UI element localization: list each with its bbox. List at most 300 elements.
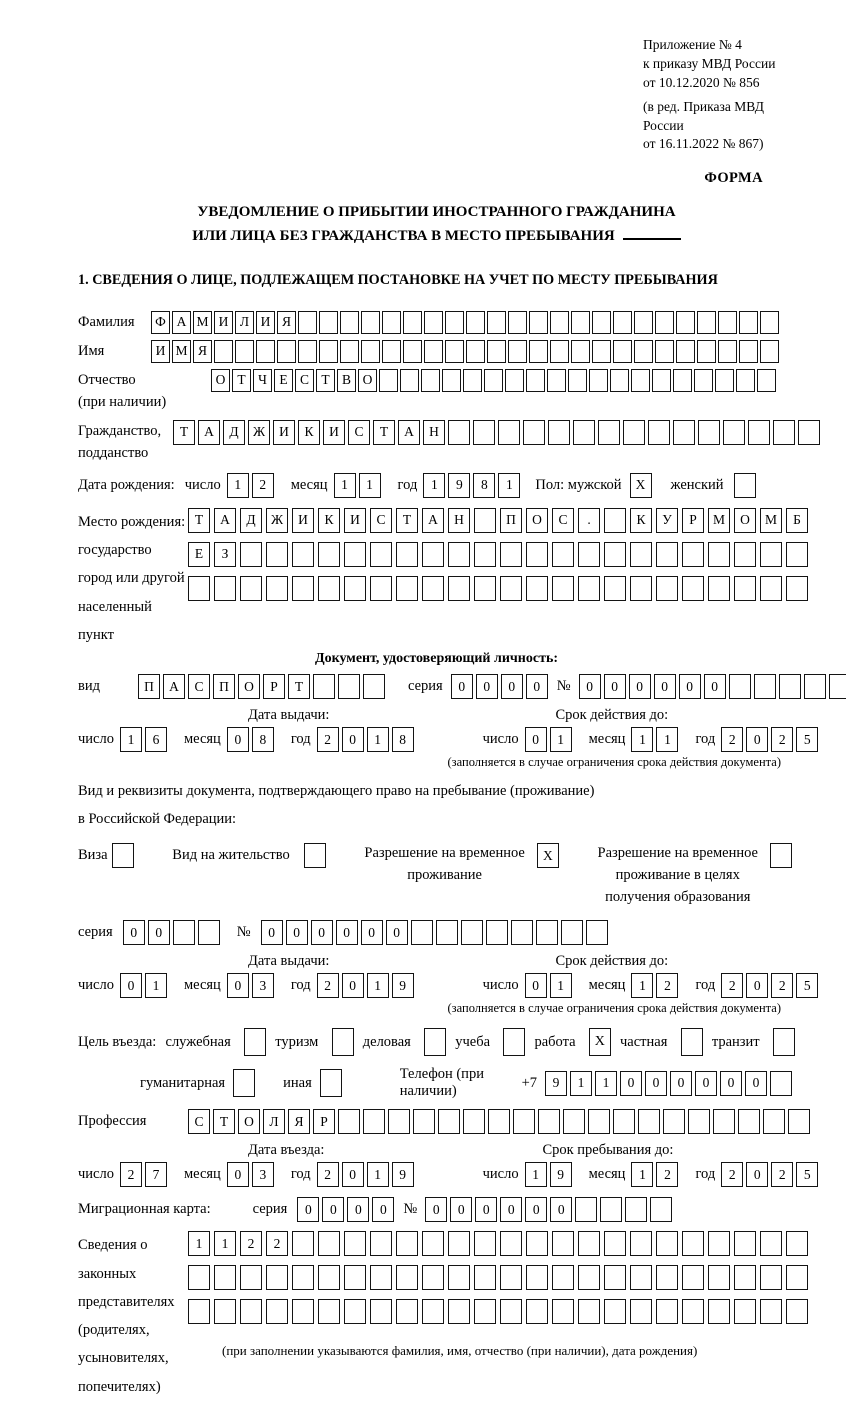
char-cell[interactable]: 5: [796, 1162, 818, 1187]
char-cell[interactable]: [256, 340, 275, 363]
char-cell[interactable]: [188, 1299, 210, 1324]
char-cell[interactable]: [370, 576, 392, 601]
char-cell[interactable]: [656, 1231, 678, 1256]
char-cell[interactable]: [650, 1197, 672, 1222]
char-cell[interactable]: 2: [252, 473, 274, 498]
char-cell[interactable]: [592, 311, 611, 334]
char-cell[interactable]: Р: [313, 1109, 335, 1134]
char-cell[interactable]: [682, 542, 704, 567]
char-cell[interactable]: [655, 311, 674, 334]
char-cell[interactable]: [214, 1265, 236, 1290]
char-cell[interactable]: [500, 1299, 522, 1324]
char-cell[interactable]: Б: [786, 508, 808, 533]
char-cell[interactable]: 0: [620, 1071, 642, 1096]
char-cell[interactable]: [526, 576, 548, 601]
char-cell[interactable]: [340, 311, 359, 334]
char-cell[interactable]: 9: [392, 973, 414, 998]
char-cell[interactable]: 0: [286, 920, 308, 945]
char-cell[interactable]: 0: [670, 1071, 692, 1096]
char-cell[interactable]: 0: [501, 674, 523, 699]
char-cell[interactable]: 1: [120, 727, 142, 752]
char-cell[interactable]: 0: [525, 1197, 547, 1222]
char-cell[interactable]: [363, 1109, 385, 1134]
char-cell[interactable]: 0: [227, 1162, 249, 1187]
char-cell[interactable]: 0: [476, 674, 498, 699]
char-cell[interactable]: [240, 1265, 262, 1290]
char-cell[interactable]: [734, 576, 756, 601]
char-cell[interactable]: 0: [342, 1162, 364, 1187]
char-cell[interactable]: 2: [721, 727, 743, 752]
char-cell[interactable]: [631, 369, 650, 392]
char-cell[interactable]: [526, 542, 548, 567]
purpose-option-checkbox[interactable]: [424, 1028, 446, 1056]
char-cell[interactable]: [500, 542, 522, 567]
char-cell[interactable]: 1: [367, 1162, 389, 1187]
char-cell[interactable]: [235, 340, 254, 363]
char-cell[interactable]: [292, 1299, 314, 1324]
char-cell[interactable]: [552, 542, 574, 567]
char-cell[interactable]: 1: [631, 727, 653, 752]
char-cell[interactable]: Т: [188, 508, 210, 533]
char-cell[interactable]: 0: [525, 973, 547, 998]
char-cell[interactable]: [277, 340, 296, 363]
char-cell[interactable]: [463, 369, 482, 392]
char-cell[interactable]: П: [500, 508, 522, 533]
char-cell[interactable]: [598, 420, 620, 445]
char-cell[interactable]: [240, 1299, 262, 1324]
char-cell[interactable]: [786, 1265, 808, 1290]
char-cell[interactable]: [708, 542, 730, 567]
char-cell[interactable]: [550, 340, 569, 363]
char-cell[interactable]: [552, 576, 574, 601]
char-cell[interactable]: [318, 576, 340, 601]
char-cell[interactable]: [474, 1299, 496, 1324]
char-cell[interactable]: 0: [425, 1197, 447, 1222]
char-cell[interactable]: М: [172, 340, 191, 363]
char-cell[interactable]: [638, 1109, 660, 1134]
char-cell[interactable]: [500, 1265, 522, 1290]
char-cell[interactable]: А: [214, 508, 236, 533]
char-cell[interactable]: [112, 843, 134, 868]
char-cell[interactable]: [656, 1299, 678, 1324]
char-cell[interactable]: [634, 340, 653, 363]
char-cell[interactable]: [363, 674, 385, 699]
char-cell[interactable]: 0: [336, 920, 358, 945]
char-cell[interactable]: Е: [188, 542, 210, 567]
char-cell[interactable]: [318, 542, 340, 567]
char-cell[interactable]: К: [298, 420, 320, 445]
char-cell[interactable]: [448, 1231, 470, 1256]
char-cell[interactable]: [487, 311, 506, 334]
char-cell[interactable]: [318, 1299, 340, 1324]
purpose-option-checkbox[interactable]: [332, 1028, 354, 1056]
char-cell[interactable]: [403, 340, 422, 363]
char-cell[interactable]: [523, 420, 545, 445]
char-cell[interactable]: [604, 542, 626, 567]
char-cell[interactable]: [526, 1265, 548, 1290]
char-cell[interactable]: 1: [631, 973, 653, 998]
char-cell[interactable]: И: [323, 420, 345, 445]
char-cell[interactable]: [448, 1265, 470, 1290]
char-cell[interactable]: З: [214, 542, 236, 567]
char-cell[interactable]: [266, 1265, 288, 1290]
char-cell[interactable]: 1: [498, 473, 520, 498]
char-cell[interactable]: [713, 1109, 735, 1134]
purpose-option-checkbox[interactable]: [773, 1028, 795, 1056]
char-cell[interactable]: [655, 340, 674, 363]
char-cell[interactable]: И: [344, 508, 366, 533]
char-cell[interactable]: [403, 311, 422, 334]
char-cell[interactable]: 0: [526, 674, 548, 699]
char-cell[interactable]: Я: [193, 340, 212, 363]
char-cell[interactable]: [370, 1265, 392, 1290]
char-cell[interactable]: 0: [347, 1197, 369, 1222]
char-cell[interactable]: [370, 1299, 392, 1324]
char-cell[interactable]: Т: [232, 369, 251, 392]
char-cell[interactable]: [604, 1265, 626, 1290]
char-cell[interactable]: [786, 1299, 808, 1324]
char-cell[interactable]: [708, 1265, 730, 1290]
char-cell[interactable]: [688, 1109, 710, 1134]
char-cell[interactable]: [266, 576, 288, 601]
char-cell[interactable]: [396, 1231, 418, 1256]
char-cell[interactable]: [424, 311, 443, 334]
char-cell[interactable]: [760, 311, 779, 334]
char-cell[interactable]: [630, 1231, 652, 1256]
char-cell[interactable]: [508, 311, 527, 334]
char-cell[interactable]: 1: [570, 1071, 592, 1096]
char-cell[interactable]: 8: [473, 473, 495, 498]
char-cell[interactable]: 2: [317, 1162, 339, 1187]
char-cell[interactable]: [526, 1231, 548, 1256]
char-cell[interactable]: [604, 1299, 626, 1324]
char-cell[interactable]: [526, 1299, 548, 1324]
char-cell[interactable]: К: [318, 508, 340, 533]
char-cell[interactable]: Л: [235, 311, 254, 334]
purpose-option-checkbox[interactable]: [320, 1069, 342, 1097]
char-cell[interactable]: [623, 420, 645, 445]
char-cell[interactable]: [370, 1231, 392, 1256]
char-cell[interactable]: Т: [316, 369, 335, 392]
char-cell[interactable]: [319, 340, 338, 363]
char-cell[interactable]: 9: [545, 1071, 567, 1096]
char-cell[interactable]: [613, 340, 632, 363]
char-cell[interactable]: 0: [311, 920, 333, 945]
char-cell[interactable]: Н: [423, 420, 445, 445]
char-cell[interactable]: 0: [500, 1197, 522, 1222]
char-cell[interactable]: А: [422, 508, 444, 533]
char-cell[interactable]: [748, 420, 770, 445]
char-cell[interactable]: [344, 1231, 366, 1256]
char-cell[interactable]: [396, 542, 418, 567]
char-cell[interactable]: 2: [317, 973, 339, 998]
char-cell[interactable]: [500, 576, 522, 601]
char-cell[interactable]: [474, 1265, 496, 1290]
char-cell[interactable]: [656, 1265, 678, 1290]
char-cell[interactable]: [445, 340, 464, 363]
purpose-option-checkbox[interactable]: X: [589, 1028, 611, 1056]
purpose-option-checkbox[interactable]: [503, 1028, 525, 1056]
char-cell[interactable]: [318, 1231, 340, 1256]
char-cell[interactable]: [708, 1231, 730, 1256]
char-cell[interactable]: [379, 369, 398, 392]
char-cell[interactable]: [571, 340, 590, 363]
char-cell[interactable]: [547, 369, 566, 392]
char-cell[interactable]: [487, 340, 506, 363]
char-cell[interactable]: [340, 340, 359, 363]
char-cell[interactable]: 5: [796, 727, 818, 752]
char-cell[interactable]: [498, 420, 520, 445]
char-cell[interactable]: [578, 1231, 600, 1256]
char-cell[interactable]: [421, 369, 440, 392]
char-cell[interactable]: [786, 1231, 808, 1256]
char-cell[interactable]: И: [214, 311, 233, 334]
char-cell[interactable]: [424, 340, 443, 363]
char-cell[interactable]: [610, 369, 629, 392]
char-cell[interactable]: [760, 1231, 782, 1256]
char-cell[interactable]: [422, 1299, 444, 1324]
char-cell[interactable]: [474, 1231, 496, 1256]
char-cell[interactable]: 3: [252, 1162, 274, 1187]
char-cell[interactable]: [484, 369, 503, 392]
char-cell[interactable]: 2: [656, 1162, 678, 1187]
char-cell[interactable]: [344, 576, 366, 601]
char-cell[interactable]: [473, 420, 495, 445]
char-cell[interactable]: [188, 1265, 210, 1290]
char-cell[interactable]: [634, 311, 653, 334]
char-cell[interactable]: [552, 1299, 574, 1324]
char-cell[interactable]: [648, 420, 670, 445]
char-cell[interactable]: И: [292, 508, 314, 533]
char-cell[interactable]: В: [337, 369, 356, 392]
char-cell[interactable]: 5: [796, 973, 818, 998]
char-cell[interactable]: 3: [252, 973, 274, 998]
char-cell[interactable]: [292, 1265, 314, 1290]
char-cell[interactable]: [552, 1231, 574, 1256]
char-cell[interactable]: [529, 311, 548, 334]
char-cell[interactable]: Н: [448, 508, 470, 533]
char-cell[interactable]: [718, 340, 737, 363]
char-cell[interactable]: 0: [695, 1071, 717, 1096]
char-cell[interactable]: [474, 508, 496, 533]
char-cell[interactable]: 2: [317, 727, 339, 752]
char-cell[interactable]: 9: [550, 1162, 572, 1187]
char-cell[interactable]: [763, 1109, 785, 1134]
char-cell[interactable]: 0: [745, 1071, 767, 1096]
char-cell[interactable]: Ч: [253, 369, 272, 392]
char-cell[interactable]: П: [213, 674, 235, 699]
char-cell[interactable]: [313, 674, 335, 699]
char-cell[interactable]: О: [211, 369, 230, 392]
char-cell[interactable]: [396, 1299, 418, 1324]
char-cell[interactable]: 0: [746, 1162, 768, 1187]
char-cell[interactable]: [400, 369, 419, 392]
char-cell[interactable]: 1: [188, 1231, 210, 1256]
char-cell[interactable]: 1: [145, 973, 167, 998]
char-cell[interactable]: [770, 843, 792, 868]
char-cell[interactable]: [448, 1299, 470, 1324]
char-cell[interactable]: [773, 420, 795, 445]
char-cell[interactable]: [240, 542, 262, 567]
char-cell[interactable]: [240, 576, 262, 601]
char-cell[interactable]: М: [760, 508, 782, 533]
char-cell[interactable]: [798, 420, 820, 445]
char-cell[interactable]: С: [348, 420, 370, 445]
char-cell[interactable]: [188, 576, 210, 601]
char-cell[interactable]: [656, 542, 678, 567]
char-cell[interactable]: [604, 1231, 626, 1256]
char-cell[interactable]: [586, 920, 608, 945]
char-cell[interactable]: [511, 920, 533, 945]
char-cell[interactable]: X: [630, 473, 652, 498]
char-cell[interactable]: 0: [704, 674, 726, 699]
char-cell[interactable]: [578, 1265, 600, 1290]
char-cell[interactable]: С: [295, 369, 314, 392]
char-cell[interactable]: [757, 369, 776, 392]
char-cell[interactable]: Т: [288, 674, 310, 699]
purpose-option-checkbox[interactable]: [244, 1028, 266, 1056]
char-cell[interactable]: П: [138, 674, 160, 699]
char-cell[interactable]: [708, 1299, 730, 1324]
char-cell[interactable]: 1: [214, 1231, 236, 1256]
char-cell[interactable]: 0: [342, 973, 364, 998]
char-cell[interactable]: 0: [645, 1071, 667, 1096]
char-cell[interactable]: Ж: [248, 420, 270, 445]
char-cell[interactable]: [760, 1299, 782, 1324]
char-cell[interactable]: [338, 1109, 360, 1134]
char-cell[interactable]: 1: [525, 1162, 547, 1187]
char-cell[interactable]: 0: [361, 920, 383, 945]
char-cell[interactable]: О: [238, 1109, 260, 1134]
char-cell[interactable]: [463, 1109, 485, 1134]
char-cell[interactable]: Е: [274, 369, 293, 392]
char-cell[interactable]: 8: [252, 727, 274, 752]
char-cell[interactable]: 9: [448, 473, 470, 498]
char-cell[interactable]: [604, 576, 626, 601]
char-cell[interactable]: [663, 1109, 685, 1134]
char-cell[interactable]: 8: [392, 727, 414, 752]
char-cell[interactable]: [729, 674, 751, 699]
char-cell[interactable]: Т: [373, 420, 395, 445]
char-cell[interactable]: 2: [771, 973, 793, 998]
char-cell[interactable]: О: [734, 508, 756, 533]
char-cell[interactable]: [388, 1109, 410, 1134]
char-cell[interactable]: [760, 576, 782, 601]
char-cell[interactable]: [625, 1197, 647, 1222]
char-cell[interactable]: [214, 340, 233, 363]
char-cell[interactable]: У: [656, 508, 678, 533]
char-cell[interactable]: [438, 1109, 460, 1134]
char-cell[interactable]: [673, 420, 695, 445]
char-cell[interactable]: [682, 1299, 704, 1324]
char-cell[interactable]: И: [151, 340, 170, 363]
char-cell[interactable]: [573, 420, 595, 445]
char-cell[interactable]: А: [172, 311, 191, 334]
char-cell[interactable]: [760, 542, 782, 567]
char-cell[interactable]: [361, 311, 380, 334]
char-cell[interactable]: 0: [654, 674, 676, 699]
char-cell[interactable]: [292, 576, 314, 601]
char-cell[interactable]: [466, 311, 485, 334]
char-cell[interactable]: Р: [263, 674, 285, 699]
char-cell[interactable]: 2: [120, 1162, 142, 1187]
char-cell[interactable]: 1: [656, 727, 678, 752]
char-cell[interactable]: 0: [120, 973, 142, 998]
char-cell[interactable]: [488, 1109, 510, 1134]
char-cell[interactable]: 0: [450, 1197, 472, 1222]
char-cell[interactable]: [715, 369, 734, 392]
char-cell[interactable]: [804, 674, 826, 699]
char-cell[interactable]: [173, 920, 195, 945]
char-cell[interactable]: 2: [771, 727, 793, 752]
char-cell[interactable]: 0: [297, 1197, 319, 1222]
char-cell[interactable]: [500, 1231, 522, 1256]
char-cell[interactable]: К: [630, 508, 652, 533]
char-cell[interactable]: 0: [386, 920, 408, 945]
char-cell[interactable]: 1: [227, 473, 249, 498]
char-cell[interactable]: 1: [359, 473, 381, 498]
char-cell[interactable]: 1: [334, 473, 356, 498]
char-cell[interactable]: [382, 340, 401, 363]
char-cell[interactable]: 6: [145, 727, 167, 752]
char-cell[interactable]: Т: [213, 1109, 235, 1134]
char-cell[interactable]: [563, 1109, 585, 1134]
char-cell[interactable]: [578, 542, 600, 567]
char-cell[interactable]: О: [238, 674, 260, 699]
char-cell[interactable]: [548, 420, 570, 445]
char-cell[interactable]: 0: [372, 1197, 394, 1222]
char-cell[interactable]: [508, 340, 527, 363]
char-cell[interactable]: [396, 576, 418, 601]
char-cell[interactable]: 0: [525, 727, 547, 752]
char-cell[interactable]: [613, 311, 632, 334]
char-cell[interactable]: [344, 1299, 366, 1324]
char-cell[interactable]: [550, 311, 569, 334]
char-cell[interactable]: [682, 576, 704, 601]
char-cell[interactable]: 9: [392, 1162, 414, 1187]
char-cell[interactable]: [422, 576, 444, 601]
char-cell[interactable]: А: [398, 420, 420, 445]
char-cell[interactable]: [214, 576, 236, 601]
char-cell[interactable]: [682, 1265, 704, 1290]
char-cell[interactable]: [298, 340, 317, 363]
char-cell[interactable]: 1: [367, 727, 389, 752]
char-cell[interactable]: 0: [604, 674, 626, 699]
char-cell[interactable]: [697, 340, 716, 363]
char-cell[interactable]: [474, 542, 496, 567]
char-cell[interactable]: [652, 369, 671, 392]
char-cell[interactable]: Т: [173, 420, 195, 445]
char-cell[interactable]: [604, 508, 626, 533]
char-cell[interactable]: [214, 1299, 236, 1324]
char-cell[interactable]: 2: [721, 973, 743, 998]
char-cell[interactable]: [676, 340, 695, 363]
char-cell[interactable]: [734, 1299, 756, 1324]
char-cell[interactable]: С: [370, 508, 392, 533]
char-cell[interactable]: [698, 420, 720, 445]
char-cell[interactable]: Ф: [151, 311, 170, 334]
char-cell[interactable]: [736, 369, 755, 392]
char-cell[interactable]: [734, 542, 756, 567]
char-cell[interactable]: [630, 1265, 652, 1290]
char-cell[interactable]: 0: [322, 1197, 344, 1222]
char-cell[interactable]: Ж: [266, 508, 288, 533]
char-cell[interactable]: [474, 576, 496, 601]
char-cell[interactable]: А: [163, 674, 185, 699]
char-cell[interactable]: [786, 542, 808, 567]
char-cell[interactable]: О: [358, 369, 377, 392]
char-cell[interactable]: [382, 311, 401, 334]
